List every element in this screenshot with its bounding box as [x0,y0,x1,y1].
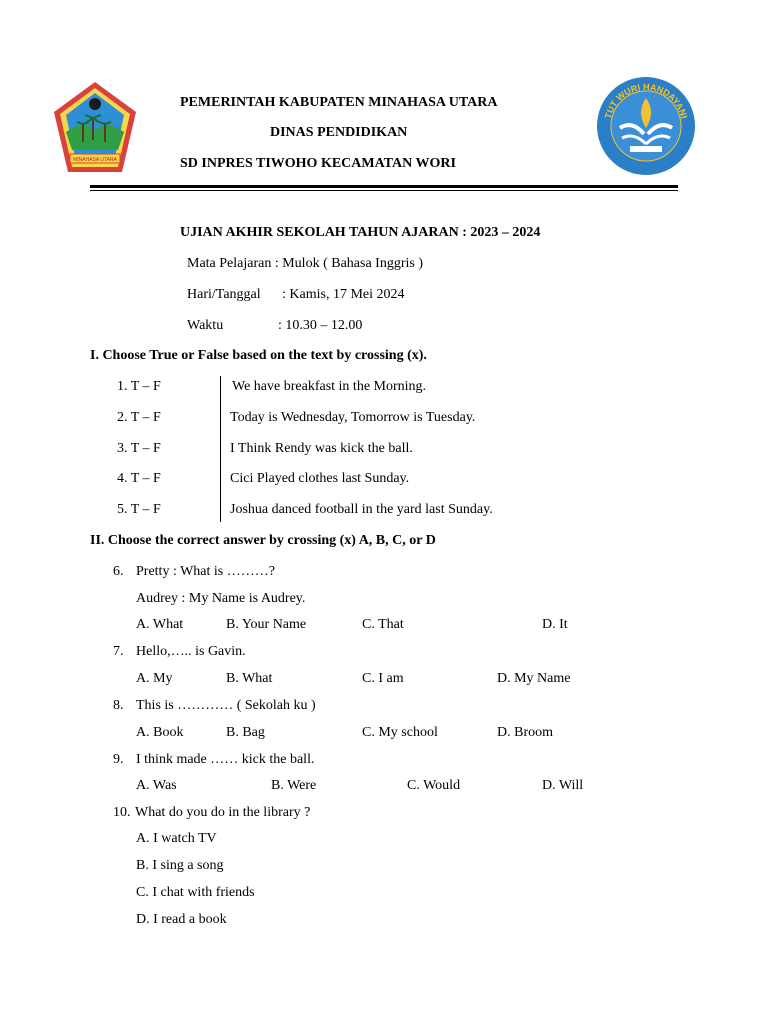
left-logo-text: MINAHASA UTARA [73,157,117,163]
q7-option-a: A. My [136,671,173,686]
tf-item-2-text: Today is Wednesday, Tomorrow is Tuesday. [230,410,476,425]
tf-item-2-choice: 2. T – F [117,410,161,425]
q6-number: 6. [113,564,124,579]
q7-option-b: B. What [226,671,273,686]
tf-item-4-text: Cici Played clothes last Sunday. [230,471,410,486]
q7-number: 7. [113,644,124,659]
q10-option-a: A. I watch TV [136,831,217,846]
exam-date-value: : Kamis, 17 Mei 2024 [282,287,405,302]
tut-wuri-handayani-logo [596,76,696,176]
q6-option-b: B. Your Name [226,617,307,632]
tf-item-5-text: Joshua danced football in the yard last Sunday. [230,502,493,517]
q8-option-a: A. Book [136,725,184,740]
right-logo-text: TUT WURI HANDAYANI [602,81,690,120]
q7-option-c: C. I am [362,671,404,686]
q6-line-2: Audrey : My Name is Audrey. [136,591,306,606]
q9-option-d: D. Will [542,778,584,793]
q8-text: This is ………… ( Sekolah ku ) [136,698,316,713]
exam-time-label: Waktu [187,318,224,333]
q10-option-c: C. I chat with friends [136,885,255,900]
q10-option-d: D. I read a book [136,912,227,927]
q10-option-b: B. I sing a song [136,858,224,873]
header-line-2: DINAS PENDIDIKAN [270,125,408,140]
q9-option-c: C. Would [407,778,461,793]
tf-item-4-choice: 4. T – F [117,471,161,486]
q7-option-d: D. My Name [497,671,571,686]
q6-line-1: Pretty : What is ………? [136,564,275,579]
tf-item-5-choice: 5. T – F [117,502,161,517]
q10-text: What do you do in the library ? [135,805,311,820]
q6-option-a: A. What [136,617,184,632]
tf-item-1-choice: 1. T – F [117,379,161,394]
q8-option-d: D. Broom [497,725,553,740]
header-line-3: SD INPRES TIWOHO KECAMATAN WORI [180,156,456,171]
tf-item-1-text: We have breakfast in the Morning. [232,379,427,394]
header-rule-thick [90,185,678,188]
q8-number: 8. [113,698,124,713]
tf-divider-line [220,376,221,522]
exam-date-label: Hari/Tanggal [187,287,261,302]
q9-text: I think made …… kick the ball. [136,752,315,767]
q9-option-a: A. Was [136,778,177,793]
header-line-1: PEMERINTAH KABUPATEN MINAHASA UTARA [180,95,498,110]
exam-time-value: : 10.30 – 12.00 [278,318,363,333]
q9-option-b: B. Were [271,778,317,793]
q9-number: 9. [113,752,124,767]
q8-option-c: C. My school [362,725,438,740]
q7-text: Hello,….. is Gavin. [136,644,246,659]
q10-number: 10. [113,805,131,820]
header-rule-thin [90,190,678,191]
minahasa-utara-logo [52,80,138,176]
tf-item-3-choice: 3. T – F [117,441,161,456]
q6-option-c: C. That [362,617,404,632]
q6-option-d: D. It [542,617,568,632]
section-2-heading: II. Choose the correct answer by crossing (x) A, B, C, or D [90,533,436,548]
section-1-heading: I. Choose True or False based on the text by crossing (x). [90,348,427,363]
exam-title: UJIAN AKHIR SEKOLAH TAHUN AJARAN : 2023 – 2024 [180,225,541,240]
q8-option-b: B. Bag [226,725,265,740]
tf-item-3-text: I Think Rendy was kick the ball. [230,441,413,456]
exam-subject: Mata Pelajaran : Mulok ( Bahasa Inggris ) [187,256,423,271]
